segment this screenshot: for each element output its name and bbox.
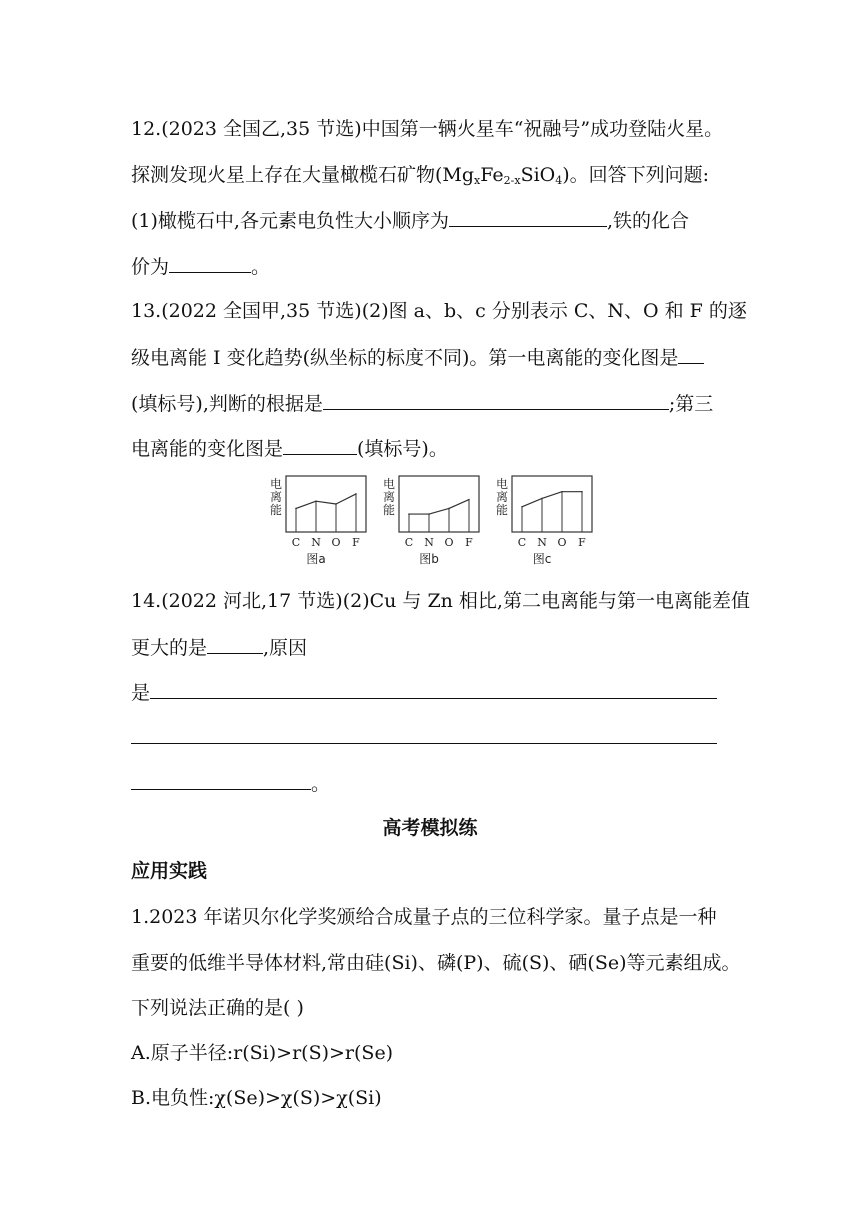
trend-segment: [542, 492, 562, 499]
answer-blank[interactable]: [207, 635, 263, 654]
y-axis-label: 电离能: [496, 477, 509, 517]
q13-line3: (填标号),判断的根据是 ;第三: [131, 393, 714, 415]
q12-line2: 探测发现火星上存在大量橄榄石矿物$(Mg_xFe_{2-x}SiO_4)$。回答下列问题:: [131, 164, 710, 187]
x-tick-label: O: [557, 536, 567, 549]
x-tick-label: C: [404, 536, 414, 549]
answer-blank[interactable]: [678, 345, 704, 364]
data-point-O: [448, 508, 450, 510]
figure-caption: 图a: [306, 552, 326, 566]
x-tick-label: F: [578, 536, 586, 549]
q1-line1: 1.2023 年诺贝尔化学奖颁给合成量子点的三位科学家。量子点是一种: [131, 906, 717, 928]
ionization-chart-c: [488, 470, 598, 570]
answer-blank[interactable]: [283, 436, 357, 455]
x-tick-label: N: [537, 536, 547, 549]
data-point-N: [428, 513, 430, 515]
chart-svg: [375, 470, 485, 570]
data-point-N: [315, 500, 317, 502]
plot-frame: [512, 476, 592, 532]
q1-line2: 重要的低维半导体材料,常由硅(Si)、磷(P)、硫(S)、硒(Se)等元素组成。: [131, 952, 741, 974]
ionization-chart-a: [262, 470, 372, 570]
data-point-F: [355, 493, 357, 495]
figure-caption: 图b: [419, 552, 439, 566]
q14-line2: 更大的是 ,原因: [131, 637, 308, 659]
option-a[interactable]: A.原子半径:r(Si)>r(S)>r(Se): [131, 1042, 394, 1064]
answer-blank-line[interactable]: [131, 743, 717, 744]
x-tick-label: O: [444, 536, 454, 549]
section-title: 高考模拟练: [382, 817, 478, 839]
data-point-F: [468, 499, 470, 501]
answer-blank[interactable]: [169, 254, 251, 273]
plot-frame: [286, 476, 366, 532]
data-point-O: [561, 491, 563, 493]
data-point-C: [295, 508, 297, 510]
q13-line4: 电离能的变化图是 (填标号)。: [131, 438, 448, 460]
q12-line1: 12.(2023 全国乙,35 节选)中国第一辆火星车“祝融号”成功登陆火星。: [131, 118, 724, 140]
answer-blank[interactable]: [323, 391, 669, 410]
q13-line2: 级电离能 I 变化趋势(纵坐标的标度不同)。第一电离能的变化图是: [131, 345, 704, 370]
q14-line5: 。: [131, 771, 330, 796]
answer-blank[interactable]: [449, 208, 607, 227]
q12-line3: (1)橄榄石中,各元素电负性大小顺序为 ,铁的化合: [131, 210, 690, 232]
data-point-C: [521, 506, 523, 508]
q13-line1: 13.(2022 全国甲,35 节选)(2)图 a、b、c 分别表示 C、N、O 和 F 的逐: [131, 300, 747, 322]
chart-svg: [488, 470, 598, 570]
trend-segment: [316, 501, 336, 504]
trend-segment: [429, 508, 449, 514]
x-tick-label: N: [424, 536, 434, 549]
q12-line4: 价为 。: [131, 256, 271, 278]
option-b[interactable]: B.电负性:χ(Se)>χ(S)>χ(Si): [131, 1087, 382, 1109]
data-point-N: [541, 498, 543, 500]
trend-segment: [522, 498, 542, 506]
data-point-O: [335, 503, 337, 505]
plot-frame: [399, 476, 479, 532]
ionization-chart-b: [375, 470, 485, 570]
q14-line1: 14.(2022 河北,17 节选)(2)Cu 与 Zn 相比,第二电离能与第一电离能差值: [131, 590, 750, 612]
y-axis-label: 电离能: [383, 477, 396, 517]
x-tick-label: F: [352, 536, 360, 549]
x-tick-label: C: [517, 536, 527, 549]
chart-svg: [262, 470, 372, 570]
trend-segment: [296, 501, 316, 508]
answer-blank[interactable]: [150, 680, 717, 699]
x-tick-label: C: [291, 536, 301, 549]
q14-line3: 是: [131, 680, 717, 705]
answer-blank[interactable]: [131, 771, 311, 790]
subsection-title: 应用实践: [131, 860, 208, 882]
x-tick-label: F: [465, 536, 473, 549]
figure-caption: 图c: [532, 552, 552, 566]
x-tick-label: N: [311, 536, 321, 549]
x-tick-label: O: [331, 536, 341, 549]
trend-segment: [336, 494, 356, 504]
data-point-F: [581, 491, 583, 493]
data-point-C: [408, 513, 410, 515]
trend-segment: [449, 500, 469, 509]
y-axis-label: 电离能: [270, 477, 283, 517]
q1-line3: 下列说法正确的是( ): [131, 997, 304, 1019]
